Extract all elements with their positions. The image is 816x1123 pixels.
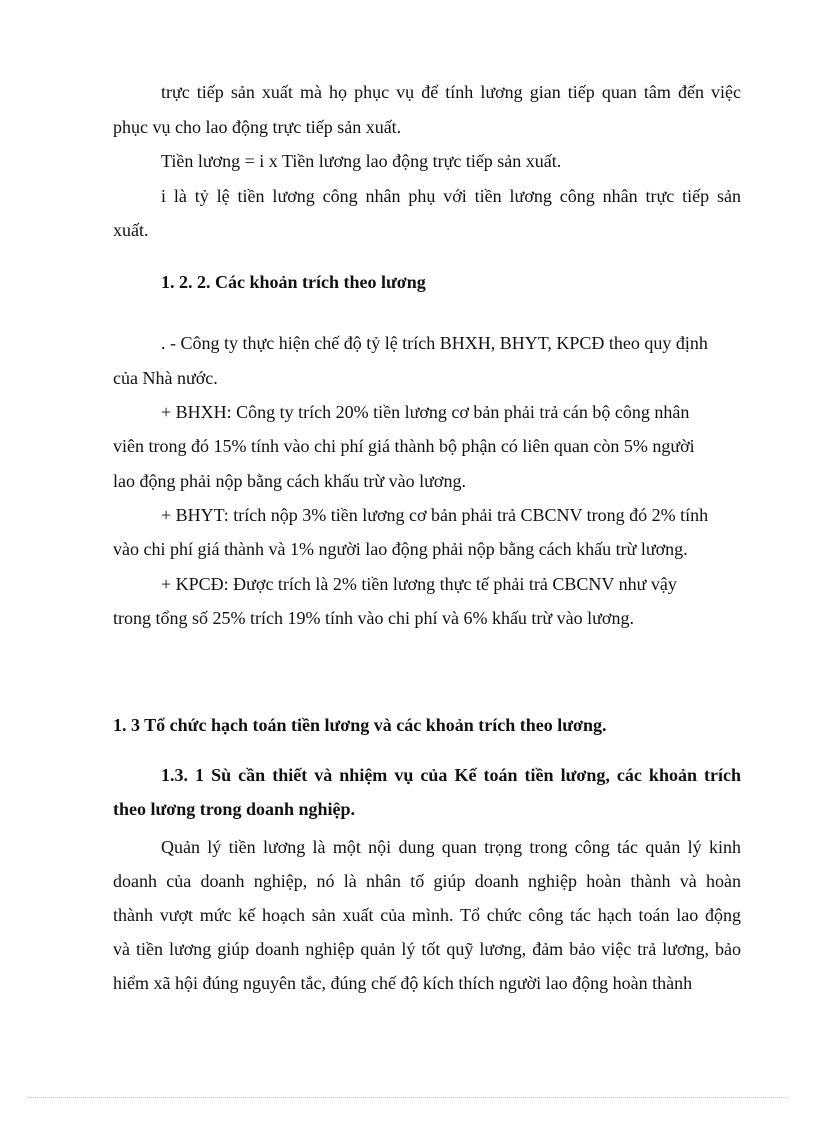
section-heading-1-3-1-cont: theo lương trong doanh nghiệp. [113,799,355,819]
bhxh-line: + BHXH: Công ty trích 20% tiền lương cơ bản phải trả cán bộ công nhân [161,402,690,422]
page-bottom-divider [28,1097,788,1098]
paragraph-line: vào chi phí giá thành và 1% người lao động phải nộp bằng cách khấu trừ lương. [113,539,688,559]
paragraph-line: xuất. [113,220,149,240]
paragraph-line: hiểm xã hội đúng nguyên tắc, đúng chế độ kích thích người lao động hoàn thành [113,973,693,993]
paragraph-line: trong tổng số 25% trích 19% tính vào chi phí và 6% khấu trừ vào lương. [113,608,634,628]
paragraph-line: và tiền lương giúp doanh nghiệp quản lý tốt quỹ lương, đảm bảo việc trả lương, bảo [113,939,741,959]
paragraph-line: viên trong đó 15% tính vào chi phí giá thành bộ phận có liên quan còn 5% người [113,436,695,456]
section-heading-1-3-1: 1.3. 1 Sù cần thiết và nhiệm vụ của Kế toán tiền lương, các khoản trích [161,765,741,785]
paragraph-line: phục vụ cho lao động trực tiếp sản xuất. [113,117,402,137]
bhyt-line: + BHYT: trích nộp 3% tiền lương cơ bản phải trả CBCNV trong đó 2% tính [161,505,709,525]
paragraph-line: lao động phải nộp bằng cách khấu trừ vào lương. [113,471,466,491]
section-heading-1-3: 1. 3 Tổ chức hạch toán tiền lương và các khoản trích theo lương. [113,715,607,735]
kpcd-line: + KPCĐ: Được trích là 2% tiền lương thực tế phải trả CBCNV như vậy [161,574,677,594]
paragraph-line: của Nhà nước. [113,368,218,388]
paragraph-line: thành vượt mức kế hoạch sản xuất của mình. Tổ chức công tác hạch toán lao động [113,905,741,925]
paragraph-line: trực tiếp sản xuất mà họ phục vụ để tính lương gian tiếp quan tâm đến việc [161,82,741,102]
paragraph-line: i là tỷ lệ tiền lương công nhân phụ với tiền lương công nhân trực tiếp sản [161,186,741,206]
paragraph-line: . - Công ty thực hiện chế độ tỷ lệ trích BHXH, BHYT, KPCĐ theo quy định [161,333,708,353]
section-heading-1-2-2: 1. 2. 2. Các khoản trích theo lương [161,272,426,292]
paragraph-line: Quản lý tiền lương là một nội dung quan trọng trong công tác quản lý kinh [161,837,741,857]
formula-line: Tiền lương = i x Tiền lương lao động trực tiếp sản xuất. [161,151,562,171]
paragraph-line: doanh của doanh nghiệp, nó là nhân tố giúp doanh nghiệp hoàn thành và hoàn [113,871,741,891]
